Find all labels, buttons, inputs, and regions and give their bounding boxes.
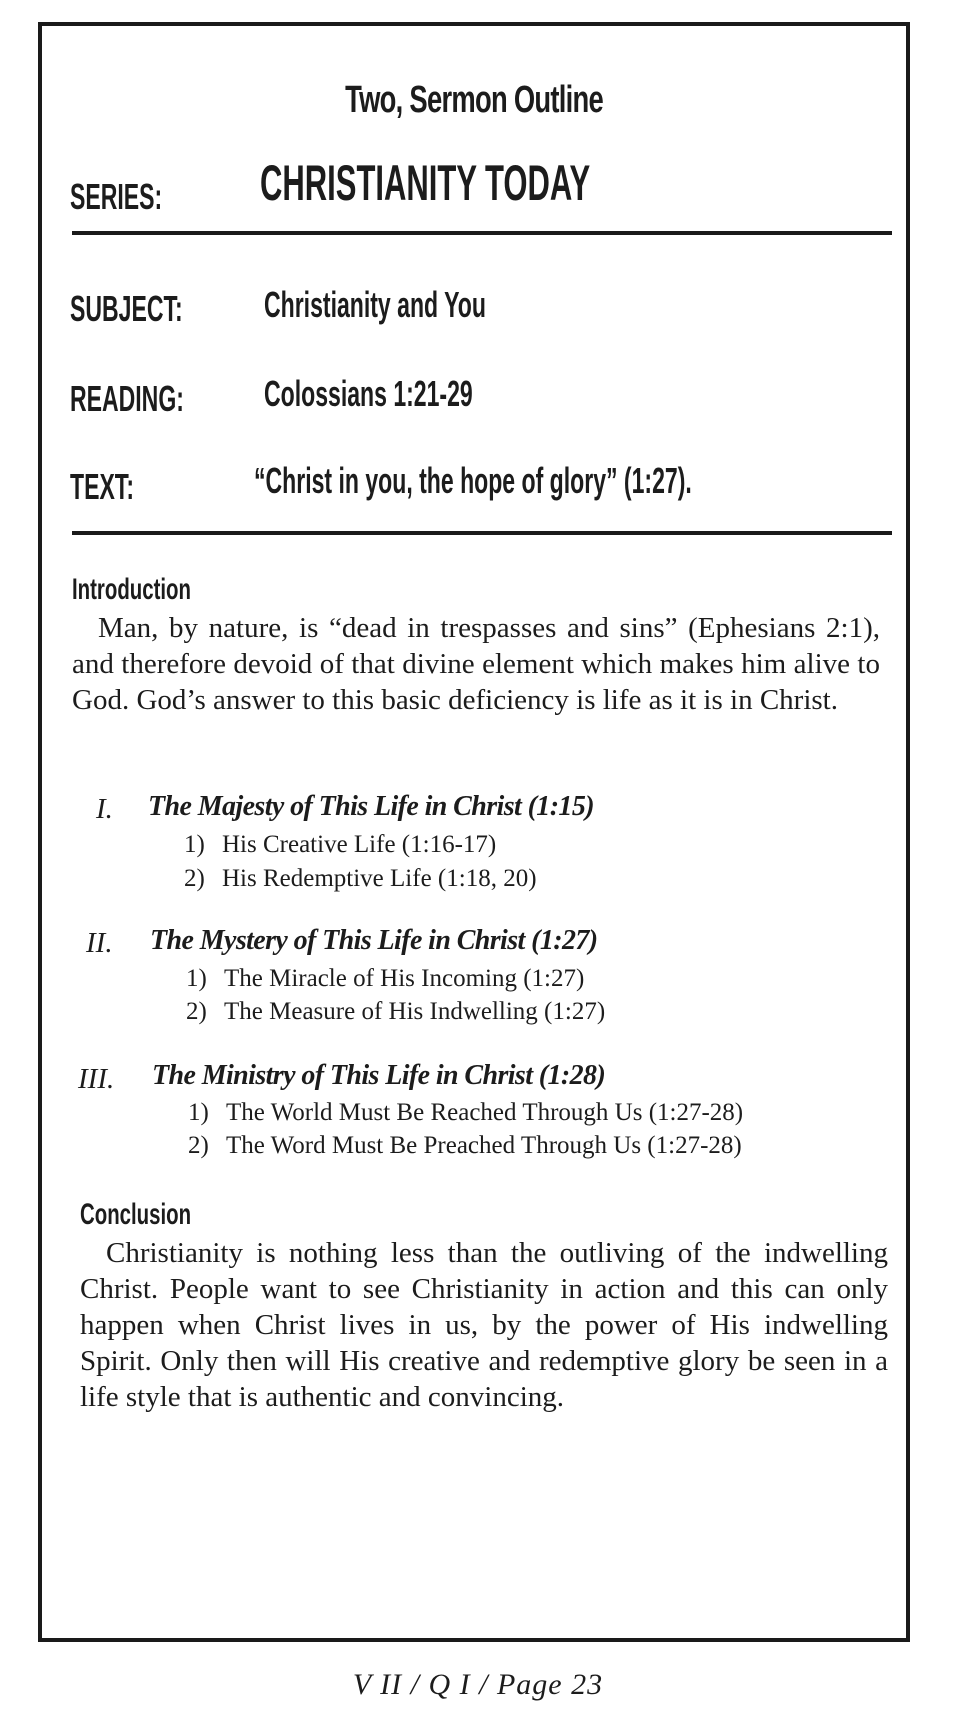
outline-numeral-3: III. bbox=[78, 1063, 115, 1095]
introduction-heading: Introduction bbox=[72, 573, 191, 606]
reading-value: Colossians 1:21-29 bbox=[264, 373, 473, 414]
text-value: “Christ in you, the hope of glory” (1:27). bbox=[254, 460, 692, 501]
introduction-paragraph: Man, by nature, is “dead in trespasses and sins” (Ephesians 2:1), and therefore devoid of that divine element which makes him alive to God. God’s answer to this basic deficiency is life as it is in Christ. bbox=[72, 612, 880, 716]
divider-top bbox=[72, 231, 892, 235]
page-title-text: Two, Sermon Outline bbox=[345, 79, 603, 121]
outline-point: 1) His Creative Life (1:16-17) bbox=[184, 831, 497, 858]
subject-value: Christianity and You bbox=[264, 284, 486, 325]
outline-heading-1: The Majesty of This Life in Christ (1:15) bbox=[148, 791, 594, 822]
outline-numeral-2: II. bbox=[86, 927, 113, 959]
series-value: CHRISTIANITY TODAY bbox=[260, 155, 591, 211]
page-title bbox=[42, 78, 906, 122]
conclusion-paragraph: Christianity is nothing less than the outliving of the indwelling Christ. People want to see Christianity in action and this can only happen when Christ lives in us, by the power of His indwelling Spirit. Only then will His creative and redemptive glory be seen in a life style that is authentic and convincing. bbox=[80, 1237, 888, 1413]
sermon-outline-box bbox=[38, 22, 910, 1642]
subject-label: SUBJECT: bbox=[70, 288, 183, 329]
outline-numeral-1: I. bbox=[96, 793, 113, 825]
outline-point: 2) The Word Must Be Preached Through Us (1:27-28) bbox=[188, 1132, 742, 1159]
outline-point: 2) His Redemptive Life (1:18, 20) bbox=[184, 865, 537, 892]
outline-heading-2: The Mystery of This Life in Christ (1:27) bbox=[150, 925, 598, 956]
outline-point: 2) The Measure of His Indwelling (1:27) bbox=[186, 998, 606, 1025]
outline-point: 1) The Miracle of His Incoming (1:27) bbox=[186, 965, 585, 992]
series-label: SERIES: bbox=[70, 176, 163, 217]
page-footer: V II / Q I / Page 23 bbox=[352, 1668, 604, 1701]
text-label: TEXT: bbox=[70, 466, 135, 507]
reading-label: READING: bbox=[70, 378, 184, 419]
outline-heading-3: The Ministry of This Life in Christ (1:28) bbox=[152, 1060, 606, 1091]
outline-point: 1) The World Must Be Reached Through Us (1:27-28) bbox=[188, 1099, 744, 1126]
divider-bottom bbox=[72, 531, 892, 535]
conclusion-heading: Conclusion bbox=[80, 1198, 192, 1231]
